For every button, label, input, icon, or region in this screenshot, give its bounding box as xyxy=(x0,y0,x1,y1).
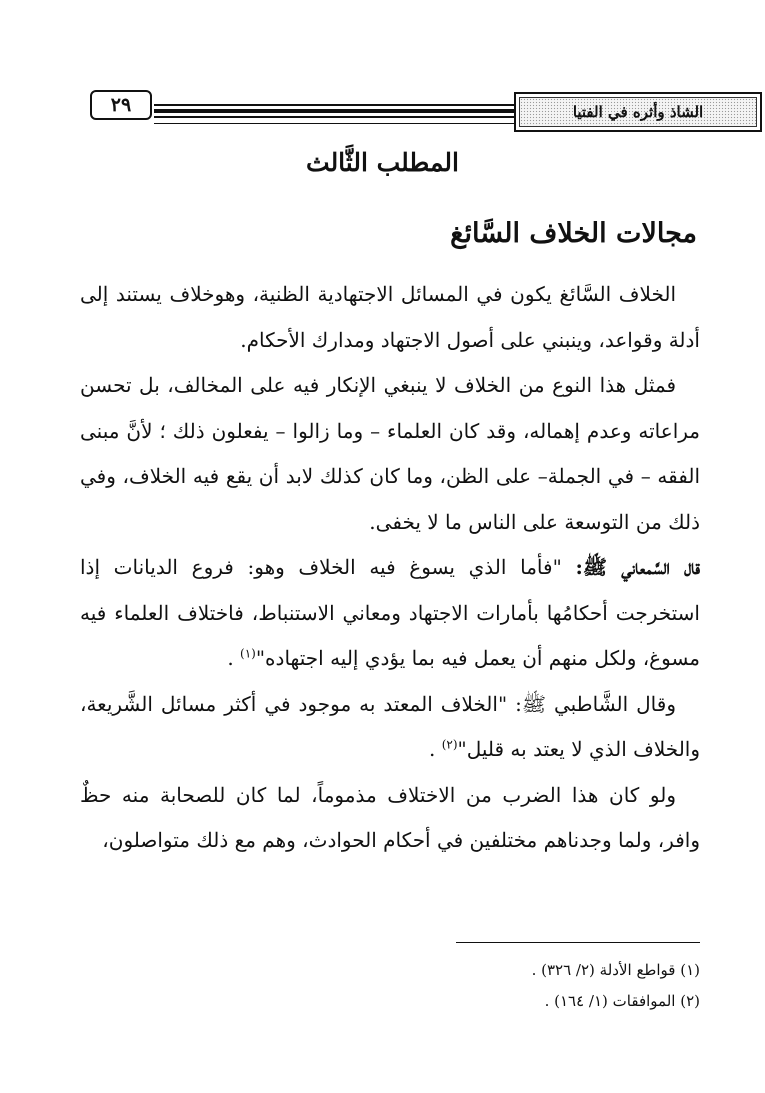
chapter-title: المطلب الثَّالث xyxy=(306,148,459,177)
footnotes xyxy=(100,955,700,1017)
paragraph-3 xyxy=(80,545,700,682)
footnote-ref-2[interactable]: (٢) xyxy=(441,737,458,752)
footnote-separator xyxy=(456,942,700,943)
paragraph-1 xyxy=(80,272,700,363)
section-title: مجالات الخلاف السَّائغ xyxy=(450,218,697,249)
book-title: الشاذ وأثره في الفتيا xyxy=(519,97,757,127)
paragraph-5 xyxy=(80,773,700,864)
paragraph-4 xyxy=(80,682,700,773)
paragraph-text: فمثل هذا النوع من الخلاف لا ينبغي الإنكار فيه على المخالف، بل تحسن مراعاته وعدم إهماله، وقد كان العلماء – وما زالوا – يفعلون ذلك ؛ لأنَّ مبنى الفقه – في الجملة– على الظن، وما كان كذلك لابد أن يقع فيه الخلاف، وفي ذلك من التوسعة على الناس ما لا يخفى. xyxy=(80,373,700,534)
running-header xyxy=(90,90,760,134)
paragraph-tail: . xyxy=(227,646,234,670)
paragraph-tail: . xyxy=(428,737,436,761)
paragraph-text: وقال الشَّاطبي ﷺ: "الخلاف المعتد به موجود في أكثر مسائل الشَّريعة، والخلاف الذي لا يعتد به قليل" xyxy=(80,691,700,761)
page-number: ٢٩ xyxy=(90,90,152,120)
book-title-frame xyxy=(514,92,762,132)
paragraph-2 xyxy=(80,363,700,545)
body-text xyxy=(80,272,700,864)
quote-attribution: قال السَّمعاني ﷺ: xyxy=(575,555,700,579)
paragraph-text: ولو كان هذا الضرب من الاختلاف مذموماً، لما كان للصحابة منه حظٌ وافر، ولما وجدناهم مختلفين في أحكام الحوادث، وهم مع ذلك متواصلون، xyxy=(80,782,700,852)
footnote-ref-1[interactable]: (١) xyxy=(240,646,256,661)
paragraph-text: "فأما الذي يسوغ فيه الخلاف وهو: فروع الديانات إذا استخرجت أحكامُها بأمارات الاجتهاد ومعاني الاستنباط، فاختلاف العلماء فيه مسوغ، ولكل منهم أن يعمل فيه بما يؤدي إليه اجتهاده" xyxy=(80,555,700,670)
footnote-2: (٢) الموافقات (١/ ١٦٤) . xyxy=(544,992,700,1010)
footnote-1: (١) قواطع الأدلة (٢/ ٣٢٦) . xyxy=(531,961,700,979)
paragraph-text: الخلاف السَّائغ يكون في المسائل الاجتهادية الظنية، وهوخلاف يستند إلى أدلة وقواعد، وينبني على أصول الاجتهاد ومدارك الأحكام. xyxy=(80,282,700,352)
